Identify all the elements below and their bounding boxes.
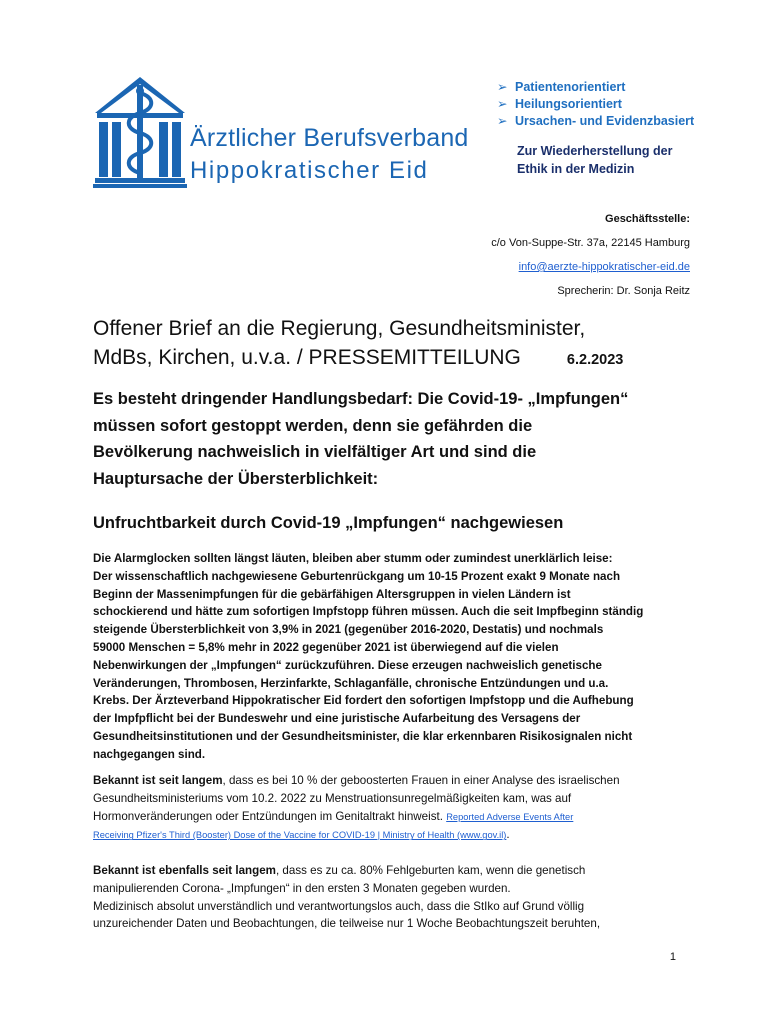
arrow-bullet-icon: ➢ xyxy=(497,80,508,94)
principles-list xyxy=(497,79,694,130)
reference-link-cont[interactable]: Receiving Pfizer's Third (Booster) Dose of the Vaccine for COVID-19 | Ministry of Health (www.gov.il) xyxy=(93,830,507,841)
list-item: ➢ Ursachen- und Evidenzbasiert xyxy=(497,114,695,128)
office-heading: Geschäftsstelle: xyxy=(605,213,690,225)
office-address: c/o Von-Suppe-Str. 37a, 22145 Hamburg xyxy=(491,237,690,249)
list-item: ➢ Heilungsorientiert xyxy=(497,97,622,111)
arrow-bullet-icon: ➢ xyxy=(497,114,508,128)
section-heading: Unfruchtbarkeit durch Covid-19 „Impfungen“ nachgewiesen xyxy=(93,514,564,532)
page-title: Offener Brief an die Regierung, Gesundheitsminister, MdBs, Kirchen, u.v.a. / PRESSEMITTEILUNG 6.2.2023 xyxy=(93,317,624,369)
lead-statement: Es besteht dringender Handlungsbedarf: Die Covid-19- „Impfungen“ müssen sofort gestoppt werden, denn sie gefährden die Bevölkerung nachweislich in vielfältiger Art und sind die Hauptursache der Übersterblichkeit: xyxy=(93,390,629,488)
paragraph-alarm: Die Alarmglocken sollten längst läuten, bleiben aber stumm oder zumindest unerklärlich leise: Der wissenschaftlich nachgewiesene Geburtenrückgang um 10-15 Prozent exakt 9 Monate nach Beginn der Massenimpfungen für die gebärfähigen Altersgruppen in vielen Ländern ist schockierend und hätte zum sofortigen Impfstopp führen müssen. Auch die seit Impfbeginn ständig steigende Übersterblichkeit von 3,9% in 2021 (gegenüber 2016-2020, Destatis) und nochmals 59000 Menschen = 5,8% mehr in 2022 gegenüber 2021 ist überwiegend auf die vielen Nebenwirkungen der „Impfungen“ zurückzuführen. Diese erzeugen nachweislich genetische Veränderungen, Thrombosen, Herzinfarkte, Schlaganfälle, chronische Entzündungen und u.a. Krebs. Der Ärzteverband Hippokratischer Eid fordert den sofortigen Impfstopp und die Aufhebung der Impfpflicht bei der Bundeswehr und eine juristische Aufarbeitung des Versagens der Gesundheitsinstitutionen und der Gesundheitsminister, die klar erkennbaren Risikosignalen nicht nachgegangen sind. xyxy=(93,552,644,761)
list-item: ➢ Patientenorientiert xyxy=(497,80,626,94)
page-number: 1 xyxy=(669,951,676,963)
reference-link[interactable]: Reported Adverse Events After xyxy=(446,811,574,822)
paragraph-menstruation: Bekannt ist seit langem, dass es bei 10 % der geboosterten Frauen in einer Analyse des israelischen Gesundheitsministeriums vom 10.2. 2022 zu Menstruationsunregelmäßigkeiten kam, was auf Hormonveränderungen oder Entzündungen im Genitaltrakt hinweist. Reported Adverse Events After Receiving Pfizer's Third (Booster) Dose of the Vaccine for COVID-19 | Ministry of Health (www.gov.il). xyxy=(93,774,620,842)
date: 6.2.2023 xyxy=(566,352,624,368)
staff-of-asclepius-icon xyxy=(129,85,152,180)
office-contact xyxy=(491,207,690,303)
email-link[interactable]: info@aerzte-hippokratischer-eid.de xyxy=(518,261,690,273)
motto: Zur Wiederherstellung der Ethik in der Medizin xyxy=(517,144,673,176)
logo-title-line1: Ärztlicher Berufsverband xyxy=(190,124,469,152)
logo-title-line2: Hippokratischer Eid xyxy=(190,157,429,184)
paragraph-miscarriage: Bekannt ist ebenfalls seit langem, dass es zu ca. 80% Fehlgeburten kam, wenn die genetisch manipulierenden Corona- „Impfungen“ in den ersten 3 Monaten gegeben wurden. Medizinisch absolut unverständlich und verantwortungslos auch, dass die StIko auf Grund völlig unzureichender Daten und Beobachtungen, die teilweise nur 1 Woche Beobachtungszeit beruhten, xyxy=(93,864,601,931)
speaker: Sprecherin: Dr. Sonja Reitz xyxy=(557,285,690,297)
arrow-bullet-icon: ➢ xyxy=(497,97,508,111)
